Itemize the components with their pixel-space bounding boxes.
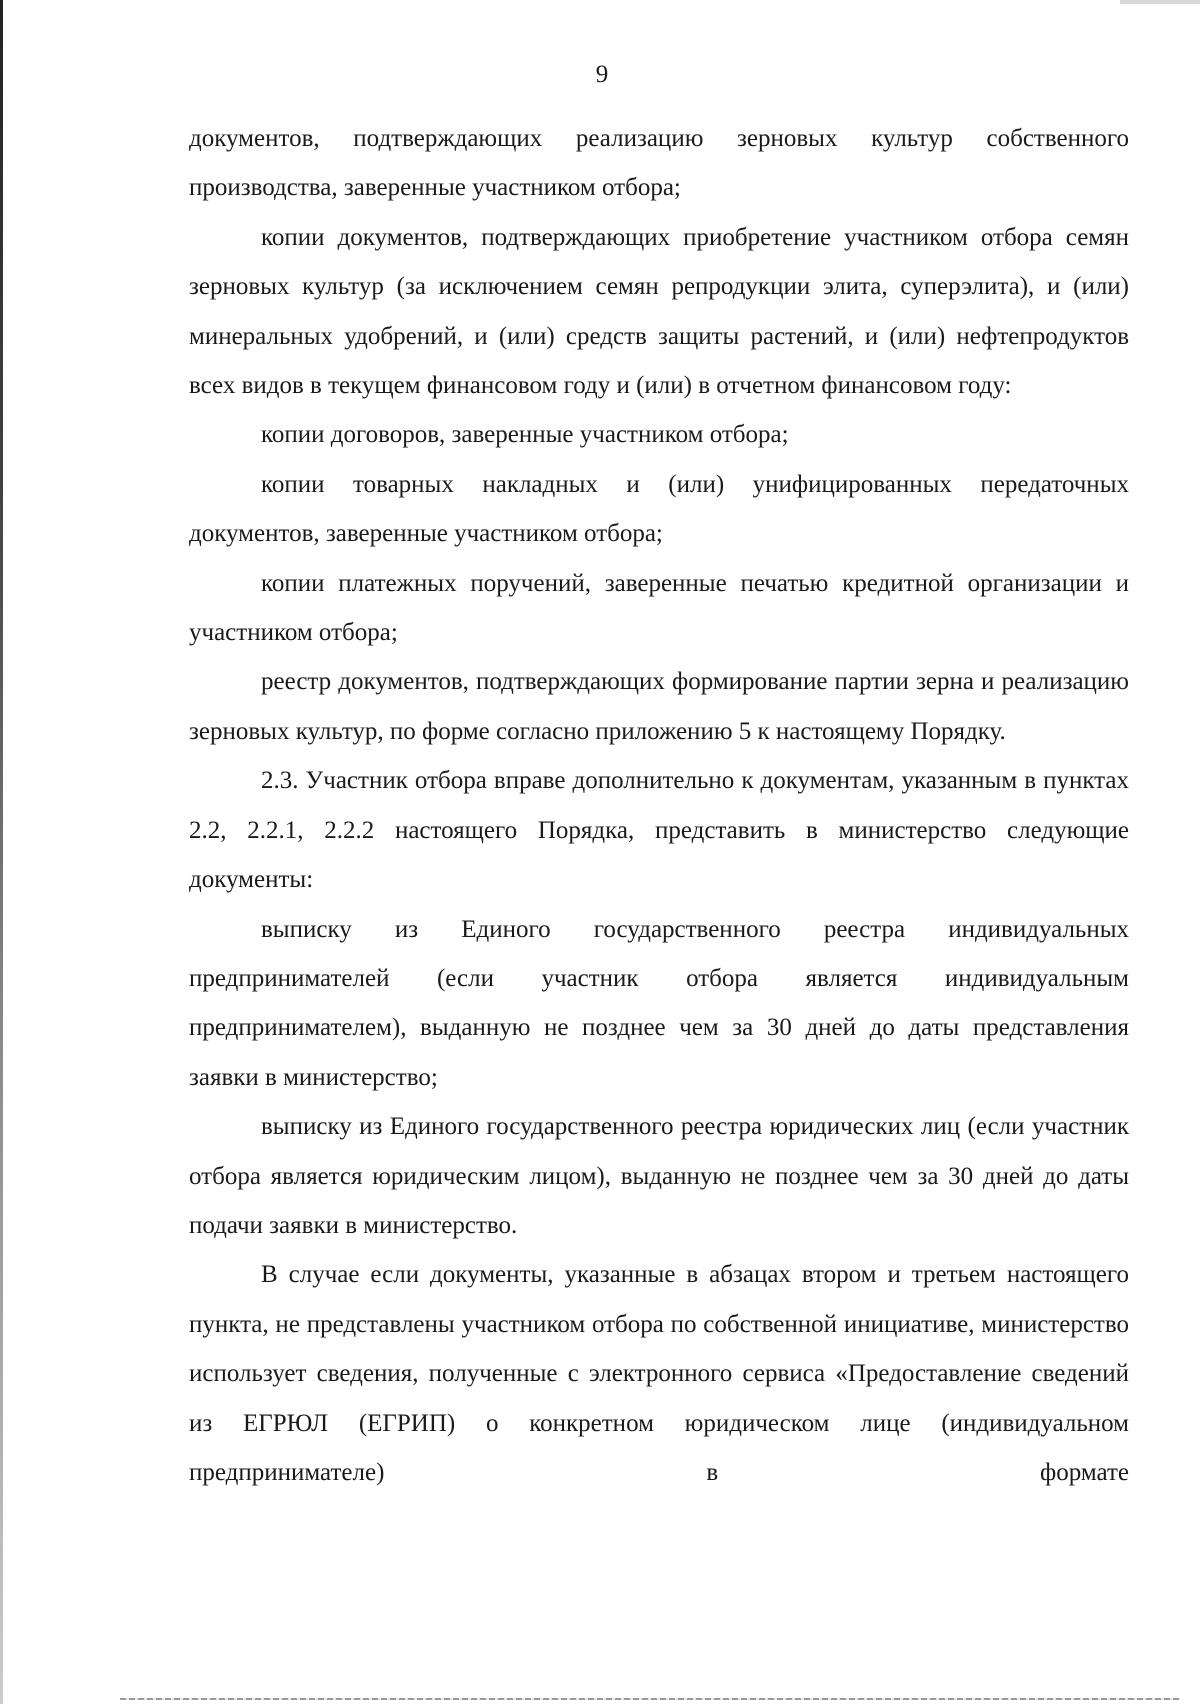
- paragraph-copies-purchase-docs: копии документов, подтверждающих приобретение участником отбора семян зерновых культур (за исключением семян репродукции элита, суперэлита), и (или) минеральных удобрений, и (или) средств защиты растений, и (или) нефтепродуктов всех видов в текущем финансовом году и (или) в отчетном финансовом году:: [189, 223, 1129, 400]
- paragraph-section-2-3: 2.3. Участник отбора вправе дополнительно к документам, указанным в пунктах 2.2, 2.2.1, 2.2.2 настоящего Порядка, представить в министерство следующие документы:: [189, 767, 1129, 894]
- document-body: [189, 114, 1129, 1497]
- paragraph-electronic-service: В случае если документы, указанные в абзацах втором и третьем настоящего пункта, не представлены участником отбора по собственной инициативе, министерство использует сведения, полученные с электронного сервиса «Предоставление сведений из ЕГРЮЛ (ЕГРИП) о конкретном юридическом лице (индивидуальном предпринимателе) в формате: [189, 1261, 1129, 1486]
- scan-bottom-edge: [120, 1698, 1180, 1700]
- paragraph-copies-invoices: копии товарных накладных и (или) унифицированных передаточных документов, заверенные участником отбора;: [189, 470, 1129, 548]
- page-number: 9: [595, 61, 609, 88]
- paragraph-copies-payment-orders: копии платежных поручений, заверенные печатью кредитной организации и участником отбора;: [189, 569, 1129, 647]
- scan-top-mark: [1120, 0, 1200, 4]
- paragraph-continuation: документов, подтверждающих реализацию зерновых культур собственного производства, заверенные участником отбора;: [189, 125, 1129, 202]
- paragraph-egrul-extract: выписку из Единого государственного реестра юридических лиц (если участник отбора является юридическим лицом), выданную не позднее чем за 30 дней до даты подачи заявки в министерство.: [189, 1113, 1129, 1239]
- scan-left-edge: [0, 0, 3, 1704]
- paragraph-registry: реестр документов, подтверждающих формирование партии зерна и реализацию зерновых культур, по форме согласно приложению 5 к настоящему Порядку.: [189, 668, 1129, 745]
- paragraph-egrip-extract: выписку из Единого государственного реестра индивидуальных предпринимателей (если участник отбора является индивидуальным предпринимателем), выданную не позднее чем за 30 дней до даты представления заявки в министерство;: [189, 915, 1129, 1091]
- paragraph-copies-contracts: копии договоров, заверенные участником отбора;: [261, 421, 789, 449]
